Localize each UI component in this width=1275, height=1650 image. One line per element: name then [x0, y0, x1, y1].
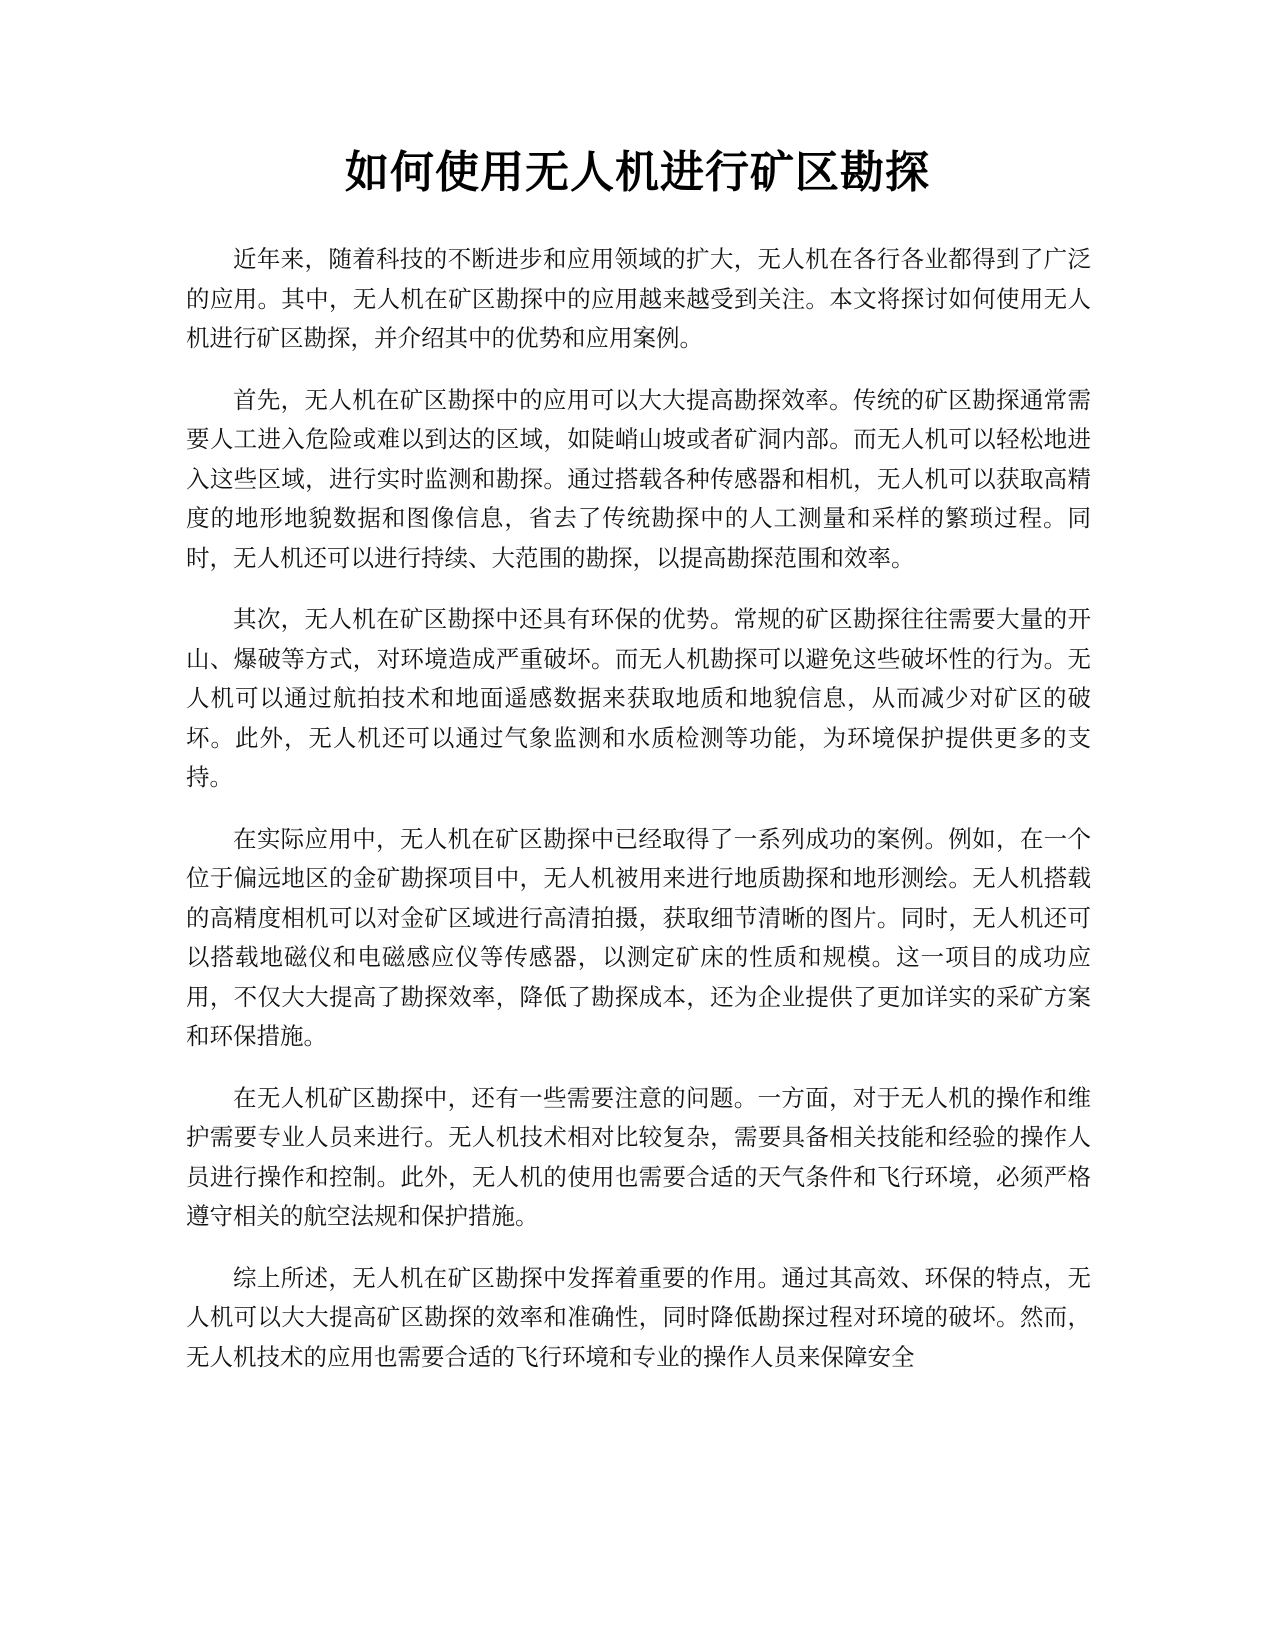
paragraph-precautions: 在无人机矿区勘探中，还有一些需要注意的问题。一方面，对于无人机的操作和维护需要专业人员来进行。无人机技术相对比较复杂，需要具备相关技能和经验的操作人员进行操作和控制。此外，无人机的使用也需要合适的天气条件和飞行环境，必须严格遵守相关的航空法规和保护措施。 — [186, 1083, 1091, 1230]
paragraph-conclusion: 综上所述，无人机在矿区勘探中发挥着重要的作用。通过其高效、环保的特点，无人机可以大大提高矿区勘探的效率和准确性，同时降低勘探过程对环境的破坏。然而，无人机技术的应用也需要合适的飞行环境和专业的操作人员来保障安全 — [186, 1263, 1091, 1371]
document-title: 如何使用无人机进行矿区勘探 — [345, 147, 930, 198]
paragraph-case-study: 在实际应用中，无人机在矿区勘探中已经取得了一系列成功的案例。例如，在一个位于偏远地区的金矿勘探项目中，无人机被用来进行地质勘探和地形测绘。无人机搭载的高精度相机可以对金矿区域进行高清拍摄，获取细节清晰的图片。同时，无人机还可以搭载地磁仪和电磁感应仪等传感器，以测定矿床的性质和规模。这一项目的成功应用，不仅大大提高了勘探效率，降低了勘探成本，还为企业提供了更加详实的采矿方案和环保措施。 — [186, 824, 1091, 1050]
document-body — [186, 240, 1091, 1399]
paragraph-intro: 近年来，随着科技的不断进步和应用领域的扩大，无人机在各行各业都得到了广泛的应用。其中，无人机在矿区勘探中的应用越来越受到关注。本文将探讨如何使用无人机进行矿区勘探，并介绍其中的优势和应用案例。 — [186, 245, 1091, 352]
paragraph-efficiency: 首先，无人机在矿区勘探中的应用可以大大提高勘探效率。传统的矿区勘探通常需要人工进入危险或难以到达的区域，如陡峭山坡或者矿洞内部。而无人机可以轻松地进入这些区域，进行实时监测和勘探。通过搭载各种传感器和相机，无人机可以获取高精度的地形地貌数据和图像信息，省去了传统勘探中的人工测量和采样的繁琐过程。同时，无人机还可以进行持续、大范围的勘探，以提高勘探范围和效率。 — [186, 385, 1091, 572]
paragraph-environment: 其次，无人机在矿区勘探中还具有环保的优势。常规的矿区勘探往往需要大量的开山、爆破等方式，对环境造成严重破坏。而无人机勘探可以避免这些破坏性的行为。无人机可以通过航拍技术和地面遥感数据来获取地质和地貌信息，从而减少对矿区的破坏。此外，无人机还可以通过气象监测和水质检测等功能，为环境保护提供更多的支持。 — [186, 605, 1091, 791]
